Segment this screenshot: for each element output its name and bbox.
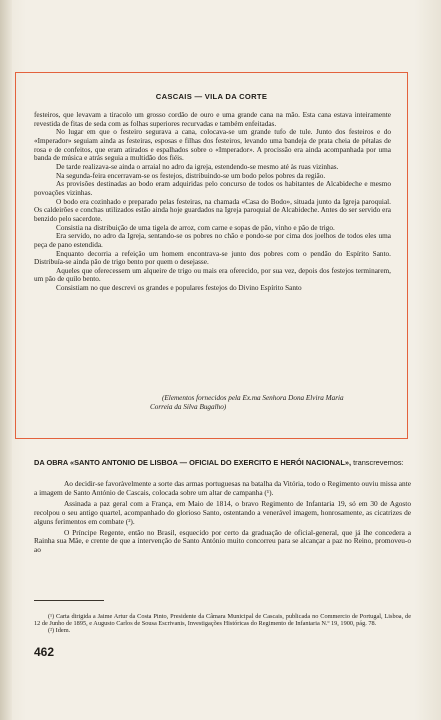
box-paragraph: Aqueles que oferecessem um alqueire de trigo ou mais era oferecido, por sua vez, depois dos festejos terminarem, um pão de quilo bento. — [34, 266, 391, 284]
box-paragraph: Consistiam no que descrevi os grandes e populares festejos do Divino Espírito Santo — [56, 284, 302, 293]
section-paragraph: Ao decidir-se favoràvelmente a sorte das armas portuguesas na batalha da Vitória, todo o Regimento ouviu missa ante a imagem de Santo António de Cascais, colocada sobre um altar de campanha (¹). — [34, 479, 411, 497]
credit-line: Correia da Silva Bugalho) — [150, 403, 227, 412]
page-number: 462 — [34, 645, 55, 659]
box-paragraph: Na segunda-feira encerravam-se os festejos, distribuindo-se um bodo pelos pobres da região. — [56, 171, 326, 180]
box-title: CASCAIS — VILA DA CORTE — [155, 92, 268, 101]
footnote-divider — [34, 600, 104, 601]
box-paragraph: Enquanto decorria a refeição um homem encontrava-se junto dos pobres com o pendão do Espírito Santo. Distribuía-se ainda pão de trigo bento por quem o desejasse. — [34, 249, 391, 267]
section-heading-title: DA OBRA «SANTO ANTONIO DE LISBOA — OFICIAL DO EXERCITO E HERÓI NACIONAL», — [34, 458, 352, 467]
box-credits — [150, 394, 395, 413]
box-paragraph: Era servido, no adro da Igreja, sentando-se os pobres no chão e pondo-se por cima dos joelhos de todos eles uma peça de pano estendida. — [34, 232, 391, 249]
footnote: (²) Idem. — [48, 626, 71, 634]
footnotes — [34, 614, 411, 635]
box-paragraph: Consistia na distribuição de uma tigela de arroz, com carne e sopas de pão, vinho e pão de trigo. — [56, 223, 335, 232]
section-heading — [34, 458, 411, 467]
footnote: (¹) Carta dirigida a Jaime Artur da Costa Pinto, Presidente da Câmara Municipal de Cascais, publicada no Commercio de Portugal, Lisboa, de 12 de Junho de 1895, e Augusto Carlos de Sousa Escrivanis, Investigações Históricas do Regimento de Infantaria N.º 19, 1900, pág. 78. — [34, 613, 411, 627]
page-binding-shadow — [0, 0, 12, 720]
section-heading-rest: transcrevemos: — [351, 458, 404, 467]
box-paragraph: festeiros, que levavam a tiracolo um grosso cordão de ouro e uma grande cana na mão. Esta cana estava inteiramente revestida de fitas de seda com as folhas superiores recurvadas e também enfeitadas. — [34, 111, 391, 128]
box-body — [34, 111, 391, 293]
box-paragraph: As provisões destinadas ao bodo eram adquiridas pelo concurso de todos os habitantes de Alcabideche e mesmo povoações vizinhas. — [34, 180, 391, 197]
section-paragraph: O Príncipe Regente, então no Brasil, esquecido por certo da graduação de oficial-general, que já lhe concedera a Rainha sua Mãe, e crente de que a intervenção de Santo António muito concorreu para se alcançar a paz no Reino, promoveu-o ao — [34, 527, 411, 555]
credit-line: (Elementos fornecidos pela Ex.ma Senhora Dona Elvira Maria — [162, 394, 344, 402]
box-paragraph: De tarde realizava-se ainda o arraial no adro da igreja, estendendo-se mesmo até às ruas vizinhas. — [56, 162, 339, 171]
section-body — [34, 480, 411, 555]
section-paragraph: Assinada a paz geral com a França, em Maio de 1814, o bravo Regimento de Infantaria 19, só em 30 de Agosto recolpou o seu antigo quartel, acompanhado do glorioso Santo, ostentando a venerável imagem, honrosamente, as cicatrizes de alguns ferimentos em combate (²). — [34, 498, 411, 526]
box-paragraph: No lugar em que o festeiro segurava a cana, colocava-se um grande tufo de tule. Junto dos festeiros e do «Imperador» seguiam ainda as festeiras, esposas e filhas dos festeiros, levando uma bandeja de prata cheia de pétalas de rosa e de confeitos, que eram atirados e espalhados sobre o «Imperador». A procissão era ainda acompanhada por uma banda de música e atrás seguia a multidão dos fiéis. — [34, 128, 391, 163]
box-paragraph: O bodo era cozinhado e preparado pelas festeiras, na chamada «Casa do Bodo», situada junto da Igreja paroquial. Os caldeirões e conchas utilizados estão ainda hoje guardados na Igreja paroquial de Alcabideche. Antes do ser servido era benzido pelo sacerdote. — [34, 197, 391, 223]
